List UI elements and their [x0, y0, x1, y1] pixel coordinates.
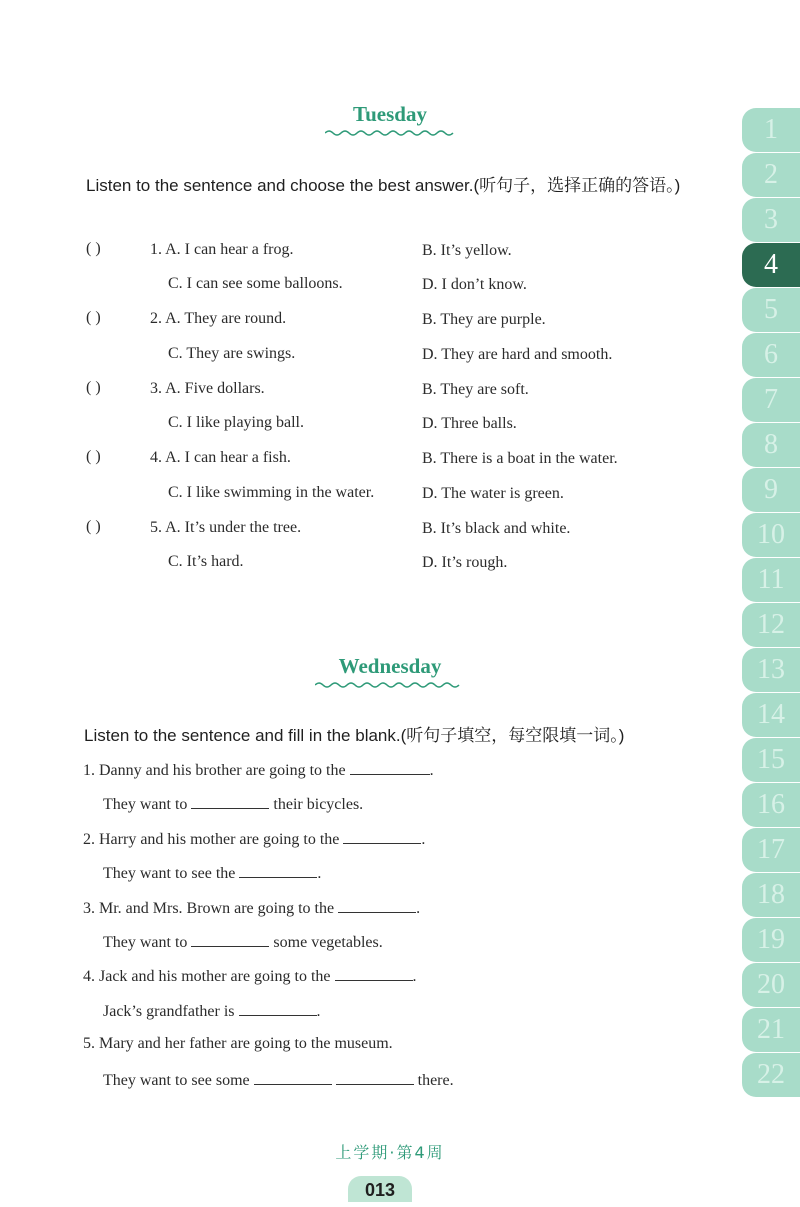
sentence-text: They want to see some — [103, 1072, 250, 1089]
wave-underline-icon — [315, 681, 465, 689]
sentence-end: their bicycles. — [273, 796, 364, 813]
week-tab-18[interactable]: 18 — [742, 873, 800, 917]
fill-item — [83, 898, 420, 918]
fill-item-line2 — [103, 863, 321, 883]
week-tab-20[interactable]: 20 — [742, 963, 800, 1007]
sentence-end: . — [317, 865, 322, 882]
week-tab-21[interactable]: 21 — [742, 1008, 800, 1052]
week-tab-17[interactable]: 17 — [742, 828, 800, 872]
week-tab-1[interactable]: 1 — [742, 108, 800, 152]
tuesday-title: Tuesday — [353, 102, 427, 126]
option-d: D. It’s rough. — [422, 554, 508, 571]
week-tab-9[interactable]: 9 — [742, 468, 800, 512]
footer-label: 上学期·第4周 — [335, 1143, 445, 1162]
wave-underline-icon — [325, 129, 455, 137]
option-b: B. It’s yellow. — [422, 242, 512, 259]
option-b: B. They are soft. — [422, 381, 529, 398]
answer-blank[interactable] — [239, 863, 317, 878]
sentence-text: 3. Mr. and Mrs. Brown are going to the — [83, 900, 335, 917]
tuesday-instruction: Listen to the sentence and choose the best answer.(听句子，选择正确的答语。) — [86, 176, 681, 195]
answer-blank[interactable] — [191, 794, 269, 809]
option-d: D. The water is green. — [422, 485, 564, 502]
sentence-end: . — [421, 831, 426, 848]
week-tab-16[interactable]: 16 — [742, 783, 800, 827]
option-c: C. I like playing ball. — [168, 414, 304, 431]
sentence-end: . — [412, 968, 417, 985]
option-d: D. Three balls. — [422, 415, 517, 432]
answer-blank[interactable] — [335, 966, 413, 981]
answer-blank[interactable] — [350, 760, 430, 775]
answer-paren[interactable]: ( ) — [86, 448, 101, 465]
answer-blank[interactable] — [343, 829, 421, 844]
sentence-end: . — [429, 762, 434, 779]
sentence-text: They want to — [103, 796, 188, 813]
fill-item-line2 — [103, 1001, 321, 1021]
answer-blank[interactable] — [336, 1070, 414, 1085]
answer-paren[interactable]: ( ) — [86, 379, 101, 396]
week-tab-14[interactable]: 14 — [742, 693, 800, 737]
fill-item — [83, 966, 417, 986]
fill-item-line2 — [103, 1070, 454, 1090]
sentence-text: 5. Mary and her father are going to the museum. — [83, 1035, 393, 1052]
sentence-text: 2. Harry and his mother are going to the — [83, 831, 340, 848]
sentence-end: . — [416, 900, 421, 917]
week-tab-15[interactable]: 15 — [742, 738, 800, 782]
option-b: B. There is a boat in the water. — [422, 450, 618, 467]
fill-item — [83, 1035, 393, 1053]
wednesday-instruction: Listen to the sentence and fill in the blank.(听句子填空，每空限填一词。) — [84, 726, 625, 745]
week-tab-11[interactable]: 11 — [742, 558, 800, 602]
week-tab-4[interactable]: 4 — [742, 243, 800, 287]
option-b: B. They are purple. — [422, 311, 546, 328]
answer-blank[interactable] — [239, 1001, 317, 1016]
option-c: C. It’s hard. — [168, 553, 244, 570]
option-a: 3. A. Five dollars. — [150, 380, 265, 397]
sentence-end: . — [316, 1003, 321, 1020]
week-tab-8[interactable]: 8 — [742, 423, 800, 467]
option-a: 4. A. I can hear a fish. — [150, 449, 291, 466]
fill-item-line2 — [103, 794, 363, 814]
answer-blank[interactable] — [338, 898, 416, 913]
answer-paren[interactable]: ( ) — [86, 240, 101, 257]
sentence-text: They want to see the — [103, 865, 236, 882]
week-tab-12[interactable]: 12 — [742, 603, 800, 647]
section-title-tuesday — [0, 102, 780, 137]
week-tab-5[interactable]: 5 — [742, 288, 800, 332]
sentence-text: 1. Danny and his brother are going to the — [83, 762, 346, 779]
answer-blank[interactable] — [254, 1070, 332, 1085]
option-c: C. They are swings. — [168, 345, 296, 362]
week-tab-19[interactable]: 19 — [742, 918, 800, 962]
page-number: 013 — [348, 1176, 412, 1202]
option-a: 5. A. It’s under the tree. — [150, 519, 302, 536]
sentence-text: 4. Jack and his mother are going to the — [83, 968, 331, 985]
option-b: B. It’s black and white. — [422, 520, 571, 537]
week-tab-22[interactable]: 22 — [742, 1053, 800, 1097]
option-d: D. I don’t know. — [422, 276, 527, 293]
week-tab-7[interactable]: 7 — [742, 378, 800, 422]
sentence-text: Jack’s grandfather is — [103, 1003, 235, 1020]
week-tab-3[interactable]: 3 — [742, 198, 800, 242]
week-tab-13[interactable]: 13 — [742, 648, 800, 692]
option-c: C. I like swimming in the water. — [168, 484, 375, 501]
section-title-wednesday — [0, 654, 780, 689]
option-a: 1. A. I can hear a frog. — [150, 241, 294, 258]
option-a: 2. A. They are round. — [150, 310, 287, 327]
answer-paren[interactable]: ( ) — [86, 309, 101, 326]
option-c: C. I can see some balloons. — [168, 275, 343, 292]
answer-blank[interactable] — [191, 932, 269, 947]
wednesday-title: Wednesday — [338, 654, 442, 678]
sentence-text: They want to — [103, 934, 188, 951]
option-d: D. They are hard and smooth. — [422, 346, 613, 363]
week-tab-10[interactable]: 10 — [742, 513, 800, 557]
fill-item — [83, 760, 434, 780]
week-tab-2[interactable]: 2 — [742, 153, 800, 197]
answer-paren[interactable]: ( ) — [86, 518, 101, 535]
fill-item-line2 — [103, 932, 383, 952]
fill-item — [83, 829, 425, 849]
sentence-end: there. — [417, 1072, 454, 1089]
sentence-end: some vegetables. — [273, 934, 383, 951]
week-tab-6[interactable]: 6 — [742, 333, 800, 377]
